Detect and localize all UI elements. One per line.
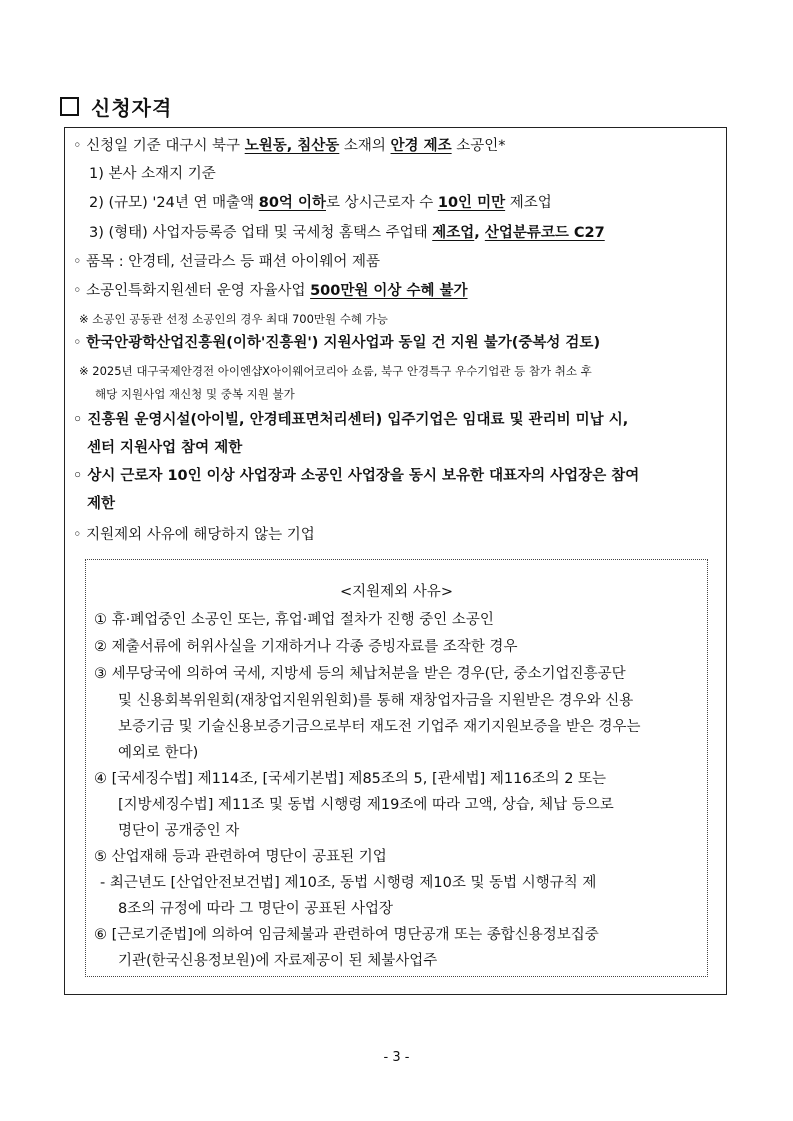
exclusion-item-3-line2: 및 신용회복위원회(재창업지원위원회)를 통해 재창업자금을 지원받은 경우와 신용	[118, 693, 634, 709]
page-number: - 3 -	[383, 1050, 410, 1065]
eligibility-subline-scale: 2) (규모) '24년 연 매출액 80억 이하로 상시근로자 수 10인 미만 제조업	[89, 195, 552, 211]
note-expo-cancel-cont: 해당 지원사업 재신청 및 중복 지원 불가	[95, 387, 295, 401]
exclusion-item-3-line4: 예외로 한다)	[118, 745, 199, 761]
note-expo-cancel: ※ 2025년 대구국제안경전 아이엔샵X아이웨어코리아 쇼룸, 북구 안경특구 우수기업관 등 참가 취소 후	[79, 364, 592, 378]
exclusion-item-6-line2: 기관(한국신용정보원)에 자료제공이 된 체불사업주	[118, 953, 438, 969]
eligibility-line-center-limit: ◦ 소공인특화지원센터 운영 자율사업 500만원 이상 수혜 불가	[73, 283, 468, 299]
checkbox-square-icon	[60, 97, 79, 116]
exclusion-item-3-line3: 보증기금 및 기술신용보증기금으로부터 재도전 기업주 재기지원보증을 받은 경우는	[118, 719, 641, 735]
exclusion-item-5-detail: - 최근년도 [산업안전보건법] 제10조, 동법 시행령 제10조 및 동법 시행규칙 제	[100, 875, 597, 891]
section-heading	[60, 92, 172, 121]
eligibility-subline-location: 1) 본사 소재지 기준	[89, 166, 216, 182]
eligibility-line-dual-business: ◦ 상시 근로자 10인 이상 사업장과 소공인 사업장을 동시 보유한 대표자의 사업장은 참여	[73, 468, 640, 484]
exclusion-reasons-box	[85, 559, 708, 977]
eligibility-line-region: ◦ 신청일 기준 대구시 북구 노원동, 침산동 소재의 안경 제조 소공인*	[73, 138, 506, 154]
exclusion-item-4: ④ [국세징수법] 제114조, [국세기본법] 제85조의 5, [관세법] 제116조의 2 또는	[94, 771, 607, 787]
exclusion-item-6: ⑥ [근로기준법]에 의하여 임금체불과 관련하여 명단공개 또는 종합신용정보집중	[94, 927, 599, 943]
note-shared-booth: ※ 소공인 공동관 선정 소공인의 경우 최대 700만원 수혜 가능	[79, 312, 388, 326]
exclusion-item-3: ③ 세무당국에 의하여 국세, 지방세 등의 체납처분을 받은 경우(단, 중소기업진흥공단	[94, 666, 626, 682]
eligibility-line-exclusion-ref: ◦ 지원제외 사유에 해당하지 않는 기업	[73, 527, 315, 543]
exclusion-item-2: ② 제출서류에 허위사실을 기재하거나 각종 증빙자료를 조작한 경우	[94, 639, 518, 655]
exclusion-item-5: ⑤ 산업재해 등과 관련하여 명단이 공표된 기업	[94, 849, 387, 865]
eligibility-box	[64, 127, 727, 995]
eligibility-line-facility: ◦ 진흥원 운영시설(아이빌, 안경테표면처리센터) 입주기업은 임대료 및 관리비 미납 시,	[73, 412, 629, 428]
exclusion-item-4-line2: [지방세징수법] 제11조 및 동법 시행령 제19조에 따라 고액, 상습, 체납 등으로	[118, 797, 614, 813]
eligibility-line-dual-business-cont: 제한	[87, 496, 116, 512]
eligibility-line-products: ◦ 품목 : 안경테, 선글라스 등 패션 아이웨어 제품	[73, 254, 381, 270]
exclusion-item-4-line3: 명단이 공개중인 자	[118, 823, 240, 839]
eligibility-subline-type: 3) (형태) 사업자등록증 업태 및 국세청 홈택스 주업태 제조업, 산업분류코드 C27	[89, 225, 605, 241]
exclusion-item-1: ① 휴·폐업중인 소공인 또는, 휴업·폐업 절차가 진행 중인 소공인	[94, 612, 494, 628]
eligibility-line-duplicate: ◦ 한국안광학산업진흥원(이하'진흥원') 지원사업과 동일 건 지원 불가(중복성 검토)	[73, 335, 601, 351]
eligibility-line-facility-cont: 센터 지원사업 참여 제한	[87, 440, 243, 456]
exclusion-title: <지원제외 사유>	[340, 584, 453, 600]
section-title: 신청자격	[91, 96, 173, 120]
exclusion-item-5-detail-line2: 8조의 규정에 따라 그 명단이 공표된 사업장	[118, 901, 393, 917]
